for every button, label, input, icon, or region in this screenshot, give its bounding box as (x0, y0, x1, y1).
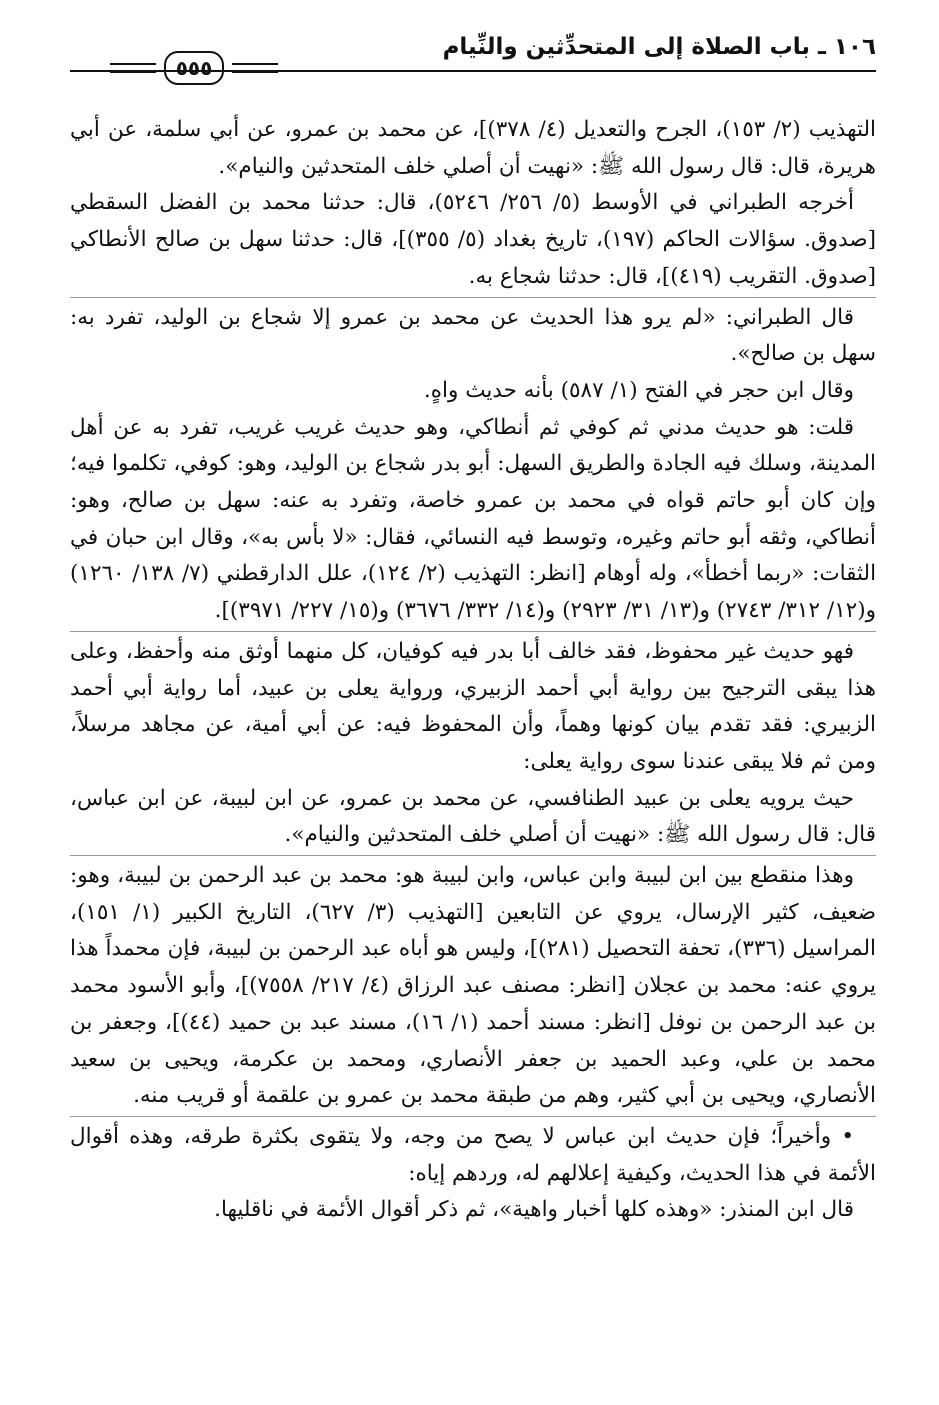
paragraph-tabarani-takhrij: أخرجه الطبراني في الأوسط (٥/ ٢٥٦/ ٥٢٤٦)، قال: حدثنا محمد بن الفضل السقطي [صدوق. سؤالات الحاكم (١٩٧)، تاريخ بغداد (٥/ ٣٥٥)]، قال: حدثنا سهل بن صالح الأنطاكي [صدوق. التقريب (٤١٩)]، قال: حدثنا شجاع به. (70, 190, 876, 289)
body-text (70, 112, 876, 1229)
paragraph-qultu: قلت: هو حديث مدني ثم كوفي ثم أنطاكي، وهو حديث غريب غريب، تفرد به عن أهل المدينة، وسلك فيه الجادة والطريق السهل: أبو بدر شجاع بن الوليد، وهو: كوفي، تكلموا فيه؛ وإن كان أبو حاتم قواه في محمد بن عمرو خاصة، وتفرد به عنه: سهل بن صالح، وهو: أنطاكي، وثقه أبو حاتم وغيره، وتوسط فيه النسائي، فقال: «لا بأس به»، وقال ابن حبان في الثقات: «ربما أخطأ»، وله أوهام [انظر: التهذيب (٢/ ١٢٤)، علل الدارقطني (٧/ ١٣٨/ ١٢٦٠) و(١٢/ ٣١٢/ ٢٧٤٣) و(١٣/ ٣١/ ٢٩٢٣) و(١٤/ ٣٣٢/ ٣٦٧٦) و(١٥/ ٢٢٧/ ٣٩٧١)]. (70, 414, 877, 624)
paragraph-munqati: وهذا منقطع بين ابن لبيبة وابن عباس، وابن لبيبة هو: محمد بن عبد الرحمن بن لبيبة، وهو: ضعيف، كثير الإرسال، يروي عن التابعين [التهذيب (٣/ ٦٢٧)، التاريخ الكبير (١/ ١٥١)، المراسيل (٣٣٦)، تحفة التحصيل (٢٨١)]، وليس هو أباه عبد الرحمن بن لبيبة، فإن محمداً هذا يروي عنه: محمد بن عجلان [انظر: مصنف عبد الرزاق (٤/ ٢١٧/ ٧٥٥٨)]، وأبو الأسود محمد بن عبد الرحمن بن نوفل [انظر: مسند أحمد (١/ ١٦)، مسند عبد بن حميد (٤٤)]، وجعفر بن محمد بن علي، وعبد الحميد بن جعفر الأنصاري، ومحمد بن عكرمة، ويحيى بن سعيد الأنصاري، ويحيى بن أبي كثير، وهم من طبقة محمد بن عمرو بن علقمة أو قريب منه. (70, 863, 877, 1109)
paragraph-divider (70, 855, 876, 856)
page-number-cartouche (156, 48, 232, 88)
header-rule (70, 70, 876, 72)
paragraph-ghayr-mahfuz: فهو حديث غير محفوظ، فقد خالف أبا بدر فيه كوفيان، كل منهما أوثق منه وأحفظ، وعلى هذا يبقى الترجيح بين رواية أبي أحمد الزبيري، ورواية يعلى بن عبيد، أما رواية أبي أحمد الزبيري: فقد تقدم بيان كونها وهماً، وأن المحفوظ فيه: عن أبي أمية، عن مجاهد مرسلاً، ومن ثم فلا يبقى عندنا سوى رواية يعلى: (70, 638, 876, 774)
page-number-ornament (110, 48, 278, 88)
paragraph-akhiran: • وأخيراً؛ فإن حديث ابن عباس لا يصح من وجه، ولا يتقوى بكثرة طرقه، وهذه أقوال الأئمة في هذا الحديث، وكيفية إعلالهم له، وردهم إياه: (70, 1123, 876, 1186)
running-title: ١٠٦ ـ باب الصلاة إلى المتحدِّثين والنِّيام (442, 34, 876, 60)
paragraph-divider (70, 631, 876, 632)
paragraph-divider (70, 1116, 876, 1117)
page-header (70, 28, 876, 88)
paragraph-continued: التهذيب (٢/ ١٥٣)، الجرح والتعديل (٤/ ٣٧٨)]، عن محمد بن عمرو، عن أبي سلمة، عن أبي هريرة، قال: قال رسول الله ﷺ: «نهيت أن أصلي خلف المتحدثين والنيام». (70, 117, 877, 179)
book-page (70, 28, 876, 1388)
page-number: ٥٥٥ (175, 56, 213, 80)
paragraph-ibn-hajar: وقال ابن حجر في الفتح (١/ ٥٨٧) بأنه حديث واهٍ. (423, 377, 854, 403)
paragraph-divider (70, 297, 876, 298)
paragraph-tabarani-quote: قال الطبراني: «لم يرو هذا الحديث عن محمد بن عمرو إلا شجاع بن الوليد، تفرد به: سهل بن صالح». (70, 304, 876, 367)
paragraph-yala-riwaya: حيث يرويه يعلى بن عبيد الطنافسي، عن محمد بن عمرو، عن ابن لبيبة، عن ابن عباس، قال: قال رسول الله ﷺ: «نهيت أن أصلي خلف المتحدثين والنيام». (70, 785, 876, 848)
paragraph-ibn-al-mundhir: قال ابن المنذر: «وهذه كلها أخبار واهية»، ثم ذكر أقوال الأئمة في ناقليها. (214, 1197, 854, 1223)
